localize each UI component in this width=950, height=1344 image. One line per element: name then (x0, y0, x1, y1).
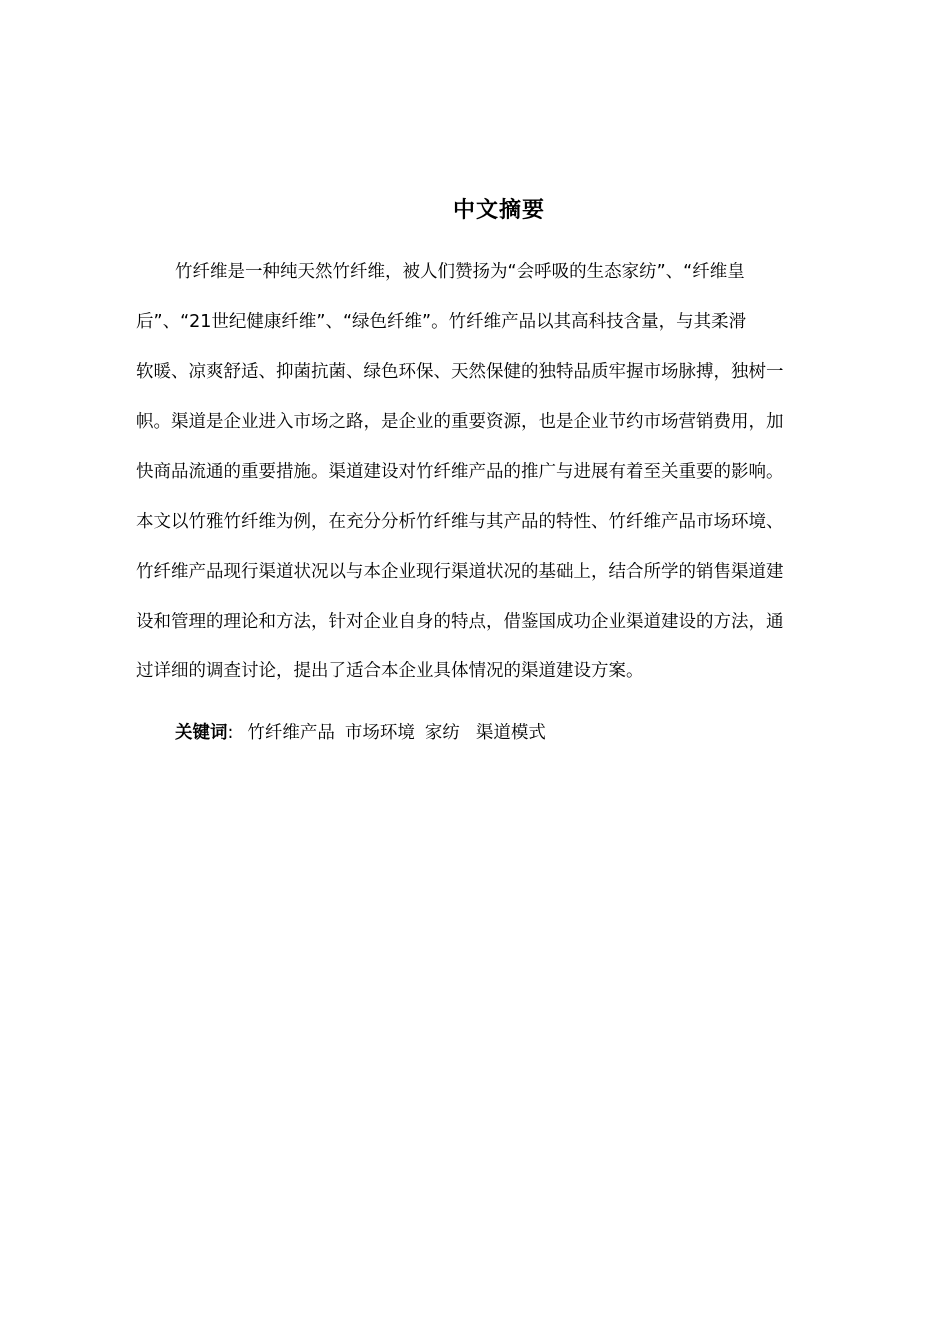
abstract-line-8: 设和管理的理论和方法，针对企业自身的特点，借鉴国成功企业渠道建设的方法，通 (136, 612, 784, 632)
keyword-item: 渠道模式 (475, 723, 546, 743)
abstract-line-9: 过详细的调查讨论，提出了适合本企业具体情况的渠道建设方案。 (136, 661, 644, 681)
abstract-line-4: 帜。渠道是企业进入市场之路，是企业的重要资源，也是企业节约市场营销费用，加 (136, 412, 784, 432)
keywords-separator: : (227, 723, 234, 743)
abstract-line-3: 软暖、凉爽舒适、抑菌抗菌、绿色环保、天然保健的独特品质牢握市场脉搏，独树一 (136, 362, 784, 382)
abstract-line-7: 竹纤维产品现行渠道状况以与本企业现行渠道状况的基础上，结合所学的销售渠道建 (136, 562, 784, 582)
keywords-row (175, 718, 556, 748)
keyword-item: 市场环境 (344, 723, 415, 743)
keyword-item: 竹纤维产品 (247, 723, 335, 743)
keyword-item: 家纺 (424, 723, 460, 743)
abstract-line-2: 后”、“21世纪健康纤维”、“绿色纤维”。竹纤维产品以其高科技含量，与其柔滑 (136, 312, 747, 332)
abstract-line-5: 快商品流通的重要措施。渠道建设对竹纤维产品的推广与进展有着至关重要的影响。 (136, 462, 784, 482)
abstract-line-6: 本文以竹雅竹纤维为例，在充分分析竹纤维与其产品的特性、竹纤维产品市场环境、 (136, 512, 784, 532)
keywords-label: 关键词 (175, 723, 228, 743)
abstract-title: 中文摘要 (452, 198, 545, 223)
abstract-line-1: 竹纤维是一种纯天然竹纤维，被人们赞扬为“会呼吸的生态家纺”、“纤维皇 (175, 262, 745, 282)
